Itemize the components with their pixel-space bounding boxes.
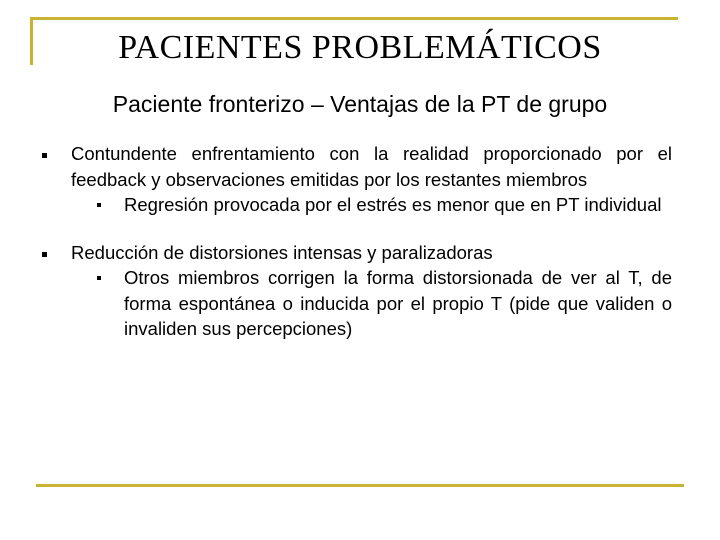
bullet-item: [40, 240, 672, 342]
sub-bullet-item: [71, 192, 672, 218]
sub-bullet-item: [71, 265, 672, 342]
square-bullet-icon: [97, 203, 101, 207]
square-bullet-icon: [97, 276, 101, 280]
slide-subtitle: Paciente fronterizo – Ventajas de la PT de grupo: [112, 91, 608, 117]
square-bullet-icon: [42, 252, 47, 257]
sub-bullet-list: [71, 192, 672, 218]
sub-bullet-text: Otros miembros corrigen la forma distorsionada de ver al T, de forma espontánea o inducida por el propio T (pide que validen o invaliden sus percepciones): [124, 267, 672, 339]
bullet-list: [40, 141, 672, 342]
top-border-line: [30, 17, 678, 20]
square-bullet-icon: [42, 153, 47, 158]
bullet-text: Contundente enfrentamiento con la realidad proporcionado por el feedback y observaciones emitidas por los restantes miembros: [71, 143, 672, 190]
bullet-item: [40, 141, 672, 218]
slide-title: PACIENTES PROBLEMÁTICOS: [118, 29, 602, 66]
bottom-border-line: [36, 484, 684, 487]
bullet-text: Reducción de distorsiones intensas y paralizadoras: [71, 241, 493, 263]
sub-bullet-text: Regresión provocada por el estrés es menor que en PT individual: [124, 194, 662, 215]
sub-bullet-list: [71, 265, 672, 342]
